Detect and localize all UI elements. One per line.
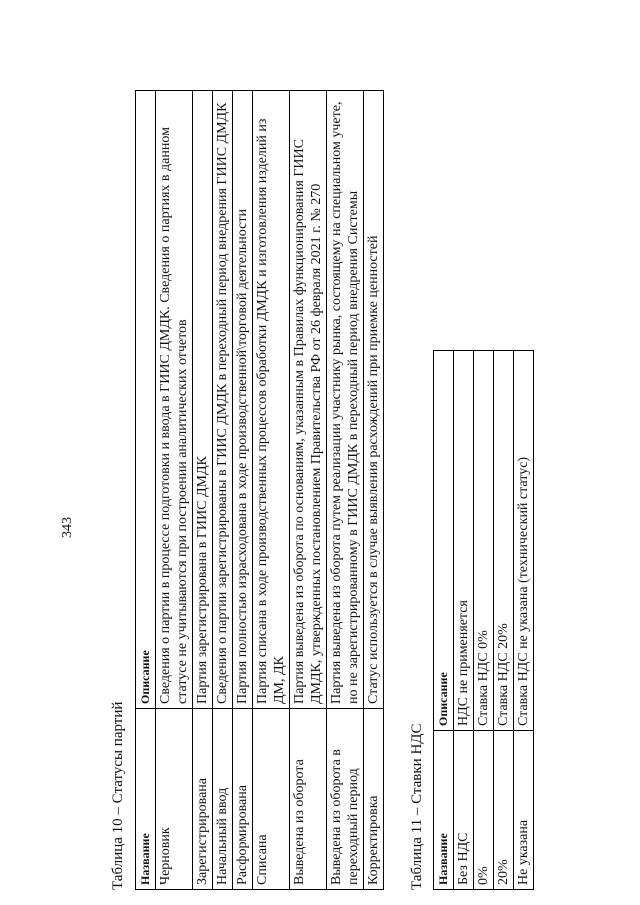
status-name: Выведена из оборота [290,709,327,890]
table-row [327,91,364,890]
status-name: Начальный ввод [213,709,233,890]
vat-name: Без НДС [454,731,474,890]
status-name: Выведена из оборота в переходный период [327,709,364,890]
table-row [454,351,474,890]
table-row [494,351,514,890]
status-description: Сведения о партии зарегистрированы в ГИИС ДМДК в переходный период внедрения ГИИС ДМДК [213,91,233,709]
vat-name: 20% [494,731,514,890]
status-description: Партия выведена из оборота путем реализации участнику рынка, состоящему на специальном учете, но не зарегистрированному в ГИИС ДМДК в переходный период внедрения Системы [327,91,364,709]
column-header-name: Название [434,731,454,890]
document-page [60,90,580,890]
status-description: Партия выведена из оборота по основаниям, указанным в Правилах функционирования ГИИС ДМДК, утвержденных постановлением Правительства РФ от 26 февраля 2021 г. № 270 [290,91,327,709]
table-11-caption: Таблица 11 – Ставки НДС [409,723,425,890]
table-row [156,91,193,890]
table-row [474,351,494,890]
vat-description: Ставка НДС 0% [474,351,494,731]
table-header-row [434,351,454,890]
vat-description: Ставка НДС не указана (технический статус) [514,351,534,731]
table-row [213,91,233,890]
table-row [290,91,327,890]
column-header-description: Описание [434,351,454,731]
status-description: Сведения о партии в процессе подготовки и ввода в ГИИС ДМДК. Сведения о партиях в данном статусе не учитываются при построении аналитических отчетов [156,91,193,709]
vat-name: Не указана [514,731,534,890]
status-name: Расформирована [233,709,253,890]
table-10-batch-statuses [135,90,384,890]
column-header-name: Название [136,709,156,890]
status-description: Статус используется в случае выявления расхождений при приемке ценностей [364,91,384,709]
table-10-caption: Таблица 10 – Статусы партий [110,701,126,890]
status-description: Партия полностью израсходована в ходе производственной\торговой деятельности [233,91,253,709]
status-description: Партия зарегистрирована в ГИИС ДМДК [193,91,213,709]
page-number: 343 [60,517,75,538]
status-description: Партия списана в ходе производственных процессов обработки ДМДК и изготовления изделий из ДМ, ДК [253,91,290,709]
status-name: Зарегистрирована [193,709,213,890]
table-header-row [136,91,156,890]
status-name: Черновик [156,709,193,890]
table-row [364,91,384,890]
table-row [514,351,534,890]
table-11-vat-rates [433,350,534,890]
table-row [233,91,253,890]
status-name: Корректировка [364,709,384,890]
table-row [193,91,213,890]
vat-name: 0% [474,731,494,890]
status-name: Списана [253,709,290,890]
vat-description: Ставка НДС 20% [494,351,514,731]
column-header-description: Описание [136,91,156,709]
vat-description: НДС не применяется [454,351,474,731]
table-row [253,91,290,890]
